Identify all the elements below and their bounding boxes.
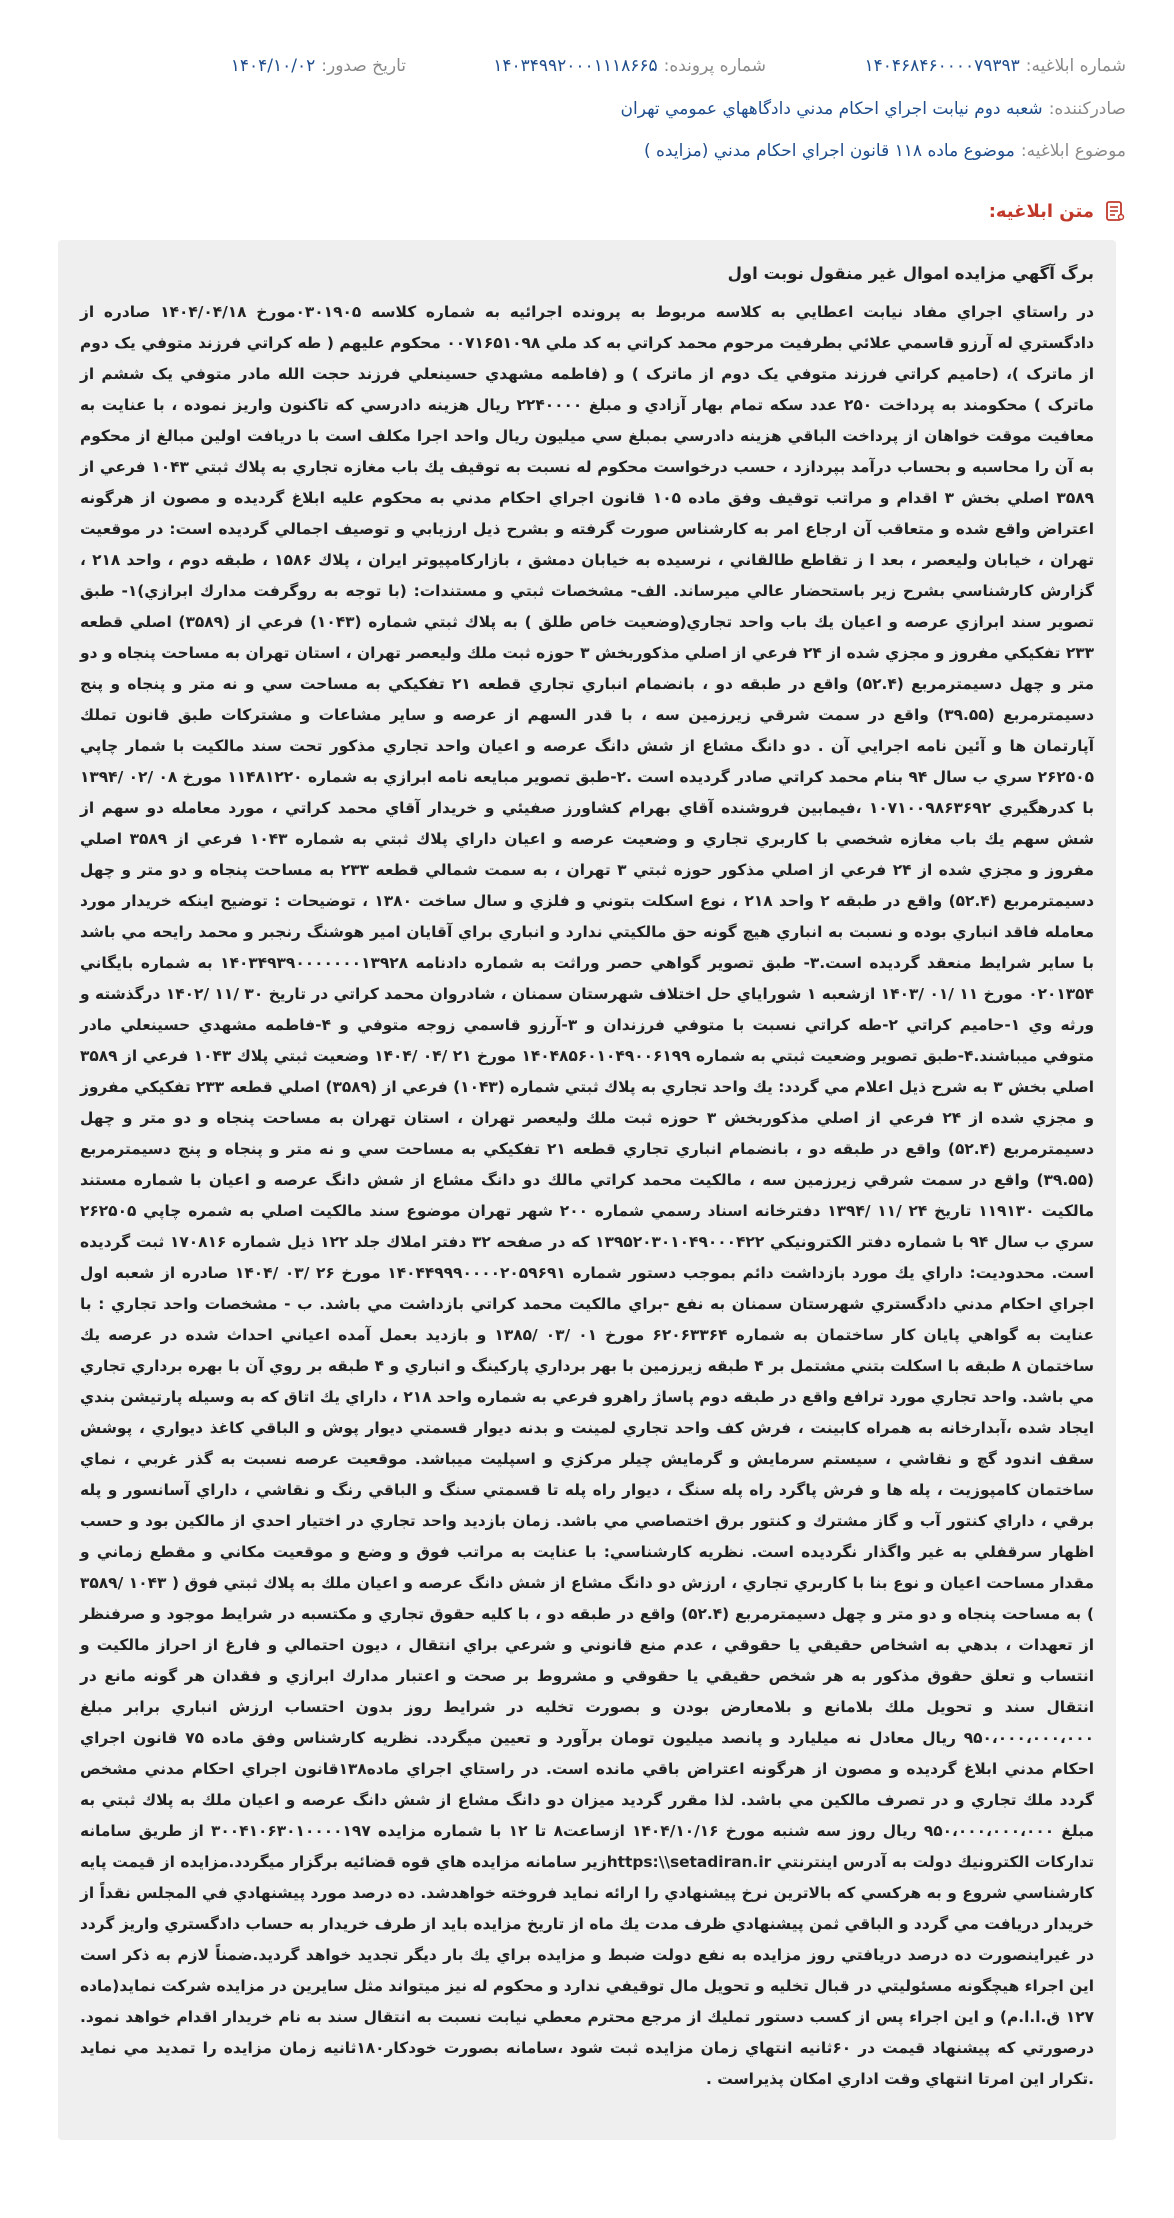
case-number xyxy=(406,56,766,76)
notice-number xyxy=(766,56,1126,76)
notice-body: در راستاي اجراي مفاد نيابت اعطايي به كلاسه مربوط به پرونده اجرائيه به شماره كلاسه ۰۳۰۱۹۰۵مورخ ۱۴۰۴/۰۴/۱۸ صادره از دادگستري له آرزو قاسمي علائي بطرفيت مرحوم محمد كراتي به كد ملي ۰۰۷۱۶۵۱۰۹۸ محكوم عليهم ( طه كراتي فرزند متوفي يک دوم از ماترک )، (حاميم كراتي فرزند متوفي يک دوم از ماترک ) و (فاطمه مشهدي حسينعلي فرزند حجت الله مادر متوفي يک ششم از ماترک ) محكومند به پرداخت ۲۵۰ عدد سكه تمام بهار آزادي و مبلغ ۲۲۴۰۰۰۰ ريال هزينه دادرسي كه تاكنون واريز نموده ، با عنايت به معافيت موقت خواهان از پرداخت الباقي هزينه دادرسي بمبلغ سي ميليون ريال واحد اجرا مكلف است با دريافت اولين مبالغ از محكوم به آن را محاسبه و بحساب درآمد بپردازد ، حسب درخواست محكوم له نسبت به توقيف يك باب مغازه تجاري به پلاك ثبتي ۱۰۴۳ فرعي از ۳۵۸۹ اصلي بخش ۳ اقدام و مراتب توقيف وفق ماده ۱۰۵ قانون اجراي احكام مدني به محكوم عليه ابلاغ گرديده و مصون از هرگونه اعتراض واقع شده و متعاقب آن ارجاع امر به كارشناس صورت گرفته و بشرح ذيل ارزيابي و توصيف اجمالي گرديده است: در موقعيت تهران ، خيابان وليعصر ، بعد ا ز تقاطع طالقاني ، نرسيده به خيابان دمشق ، بازاركامپيوتر ايران ، پلاك ۱۵۸۶ ، طبقه دوم ، واحد ۲۱۸ ، گزارش كارشناسي بشرح زير باستحضار عالي ميرساند. الف- مشخصات ثبتي و مستندات: (با توجه به روگرفت مدارك ابرازي)۱- طبق تصوير سند ابرازي عرصه و اعيان يك باب واحد تجاري(وضعيت خاص طلق ) به پلاك ثبتي شماره (۱۰۴۳) فرعي از (۳۵۸۹) اصلي قطعه ۲۳۳ تفكيكي مفروز و مجزي شده از ۲۴ فرعي از اصلي مذكوربخش ۳ حوزه ثبت ملك وليعصر تهران ، استان تهران به مساحت پنجاه و دو متر و چهل دسيمترمربع (۵۲.۴) واقع در طبقه دو ، بانضمام انباري تجاري قطعه ۲۱ تفكيكي به مساحت سي و نه متر و پنجاه و پنج دسيمترمربع (۳۹.۵۵) واقع در سمت شرقي زيرزمين سه ، با قدر السهم از عرصه و ساير مشاعات و مشتركات طبق قانون تملك آپارتمان ها و آئين نامه اجرايي آن . دو دانگ مشاع از شش دانگ عرصه و اعيان واحد تجاري مذكور تحت سند مالكيت با شمار چاپي ۲۶۲۵۰۵ سري ب سال ۹۴ بنام محمد كراتي صادر گرديده است .۲-طبق تصوير مبايعه نامه ابرازي به شماره ۱۱۴۸۱۲۲۰ مورخ ۰۸ /۰۲ /۱۳۹۴ با كدرهگيري ۱۰۷۱۰۰۹۸۶۳۶۹۲ ،فيمابين فروشنده آقاي بهرام كشاورز صفيئي و خريدار آقاي محمد كراتي ، مورد معامله دو سهم از شش سهم يك باب مغازه شخصي با كاربري تجاري و وضعيت عرصه و اعيان داراي پلاك ثبتي به شماره ۱۰۴۳ فرعي از ۳۵۸۹ اصلي مفروز و مجزي شده از ۲۴ فرعي از اصلي مذكور حوزه ثبتي ۳ تهران ، به سمت شمالي قطعه ۲۳۳ به مساحت پنجاه و دو متر و چهل دسيمترمربع (۵۲.۴) واقع در طبقه ۲ واحد ۲۱۸ ، نوع اسكلت بتوني و فلزي و سال ساخت ۱۳۸۰ ، توضيحات : توضيح اينكه خريدار مورد معامله فاقد انباري بوده و نسبت به انباري هيچ گونه حق مالكيتي ندارد و انباري براي آقايان امير هوشنگ رنجبر و محمد رايحه مي باشد با ساير شرايط منعقد گرديده است.۳- طبق تصوير گواهي حصر وراثت به شماره دادنامه ۱۴۰۳۴۹۳۹۰۰۰۰۰۰۰۱۳۹۲۸ به شماره بايگاني ۰۲۰۱۳۵۴ مورخ ۱۱ /۰۱ /۱۴۰۳ ازشعبه ۱ شوراياي حل اختلاف شهرستان سمنان ، شادروان محمد كراتي در تاريخ ۳۰ /۱۱ /۱۴۰۲ درگذشته و ورثه وي ۱-حاميم كراتي ۲-طه كراتي نسبت با متوفي فرزندان و ۳-آرزو قاسمي زوجه متوفي و ۴-فاطمه مشهدي حسينعلي مادر متوفي ميباشند.۴-طبق تصوير وضعيت ثبتي به شماره ۱۴۰۴۸۵۶۰۱۰۴۹۰۰۶۱۹۹ مورخ ۲۱ /۰۴ /۱۴۰۴ وضعيت ثبتي پلاك ۱۰۴۳ فرعي از ۳۵۸۹ اصلي بخش ۳ به شرح ذيل اعلام مي گردد: يك واحد تجاري به پلاك ثبتي شماره (۱۰۴۳) فرعي از (۳۵۸۹) اصلي قطعه ۲۳۳ تفكيكي مفروز و مجزي شده از ۲۴ فرعي از اصلي مذكوربخش ۳ حوزه ثبت ملك وليعصر تهران ، استان تهران به مساحت پنجاه و دو متر و چهل دسيمترمربع (۵۲.۴) واقع در طبقه دو ، بانضمام انباري تجاري قطعه ۲۱ تفكيكي به مساحت سي و نه متر و پنجاه و پنج دسيمترمربع (۳۹.۵۵) واقع در سمت شرقي زيرزمين سه ، مالكيت محمد كراتي مالك دو دانگ مشاع از شش دانگ عرصه و اعيان با شماره مستند مالكيت ۱۱۹۱۳۰ تاريخ ۲۴ /۱۱ /۱۳۹۴ دفترخانه اسناد رسمي شماره ۲۰۰ شهر تهران موضوع سند مالكيت اصلي به شمره چاپي ۲۶۲۵۰۵ سري ب سال ۹۴ با شماره دفتر الكترونيكي ۱۳۹۵۲۰۳۰۱۰۴۹۰۰۰۴۲۲ كه در صفحه ۳۲ دفتر املاك جلد ۱۲۲ ذيل شماره ۱۷۰۸۱۶ ثبت گرديده است. محدوديت: داراي يك مورد بازداشت دائم بموجب دستور شماره ۱۴۰۴۴۹۹۹۰۰۰۰۲۰۵۹۶۹۱ مورخ ۲۶ /۰۳ /۱۴۰۴ صادره از شعبه اول اجراي احكام مدني دادگستري شهرستان سمنان به نفع -براي مالكيت محمد كراتي بازداشت مي باشد. ب - مشخصات واحد تجاري : با عنايت به گواهي پايان كار ساختمان به شماره ۶۲۰۶۳۳۶۴ مورخ ۰۱ /۰۳ /۱۳۸۵ و بازديد بعمل آمده اعياني احداث شده در عرصه يك ساختمان ۸ طبقه با اسكلت بتني مشتمل بر ۴ طبقه زيرزمين با بهر برداري پاركينگ و انباري و ۴ طبقه بر روي آن با بهره برداري تجاري مي باشد. واحد تجاري مورد ترافع واقع در طبقه دوم پاساژ راهرو فرعي به شماره واحد ۲۱۸ ، داراي يك اتاق كه به وسيله پارتيشن بندي ايجاد شده ،آبدارخانه به همراه كابينت ، فرش كف واحد تجاري لمينت و بدنه ديوار قسمتي ديوار پوش و الباقي كاغذ ديواري ، پوشش سقف اندود گچ و نقاشي ، سيستم سرمايش و گرمايش چيلر مركزي و اسپليت ميباشد. موقعيت عرصه نسبت به گذر غربي ، نماي ساختمان كامپوزيت ، پله ها و فرش پاگرد راه پله سنگ ، ديوار راه پله تا قسمتي سنگ و الباقي رنگ و نقاشي ، داراي آسانسور و پله برقي ، داراي كنتور آب و گاز مشترك و كنتور برق اختصاصي مي باشد. زمان بازديد واحد تجاري در اختيار احدي از مالكين بود و حسب اظهار سرقفلي به غير واگذار نگرديده است. نظريه كارشناسي: با عنايت به مراتب فوق و وضع و موقعيت مكاني و مقطع زماني و مقدار مساحت اعيان و نوع بنا با كاربري تجاري ، ارزش دو دانگ مشاع از شش دانگ عرصه و اعيان ملك به پلاك ثبتي فوق ( ۱۰۴۳ /۳۵۸۹ ) به مساحت پنجاه و دو متر و چهل دسيمترمربع (۵۲.۴) واقع در طبقه دو ، با كليه حقوق تجاري و مكتسبه در شرايط موجود و صرفنظر از تعهدات ، بدهي به اشخاص حقيقي يا حقوقي ، عدم منع قانوني و شرعي براي انتقال ، ديون احتمالي و فارغ از احراز مالكيت و انتساب و تعلق حقوق مذكور به هر شخص حقيقي يا حقوقي و مشروط بر صحت و اعتبار مدارك ابرازي و فقدان هر گونه مانع در انتقال سند و تحويل ملك بلامانع و بلامعارض بودن و بصورت تخليه در شرايط روز بدون احتساب ارزش انباري برابر مبلغ ۹۵۰،۰۰۰،۰۰۰،۰۰۰ ريال معادل نه ميليارد و پانصد ميليون تومان برآورد و تعيين ميگردد. نظريه كارشناس وفق ماده ۷۵ قانون اجراي احكام مدني ابلاغ گرديده و مصون از هرگونه اعتراض باقي مانده است. در راستاي اجراي ماده۱۳۸قانون اجراي احكام مدني مشخص گردد ملك تجاري و در تصرف مالكين مي باشد. لذا مقرر گرديد ميزان دو دانگ مشاع از شش دانگ عرصه و اعيان ملك به پلاك ثبتي به مبلغ ۹۵۰،۰۰۰،۰۰۰،۰۰۰ ريال روز سه شنبه مورخ ۱۴۰۴/۱۰/۱۶ ازساعت۸ تا ۱۲ با شماره مزايده ۳۰۰۴۱۰۶۳۰۱۰۰۰۰۱۹۷ از طريق سامانه تداركات الكترونيك دولت به آدرس اينترنتي https:\\setadiran.irزير سامانه مزايده هاي قوه قضائيه برگزار ميگردد.مزايده از قيمت پايه كارشناسي شروع و به هركسي كه بالاترين نرخ پيشنهادي را ارائه نمايد فروخته خواهدشد. ده درصد مورد پيشنهادي في المجلس نقداً از خريدار دريافت مي گردد و الباقي ثمن پيشنهادي ظرف مدت يك ماه از تاريخ مزايده بايد از طرف خريدار به حساب دادگستري واريز گردد در غيراينصورت ده درصد دريافتي روز مزايده به نفع دولت ضبط و مزايده براي يك بار ديگر تجديد خواهد گرديد.ضمناً لازم به ذكر است اين اجراء هيچگونه مسئوليتي در قبال تخليه و تحويل مال توقيفي ندارد و محكوم له نيز ميتواند مثل سايرين در مزايده شركت نمايد(ماده ۱۲۷ ق.ا.ا.م) و اين اجراء پس از كسب دستور تمليك از مرجع محترم معطي نيابت نسبت به انتقال سند به نام خريدار اقدام خواهد نمود. درصورتي كه پيشنهاد قيمت در ۶۰ثانيه انتهاي زمان مزايده ثبت شود ،سامانه بصورت خودكار۱۸۰ثانيه زمان مزايده را تمديد مي نمايد .تكرار اين امرتا انتهاي وقت اداري امكان پذيراست . xyxy=(80,303,1095,2088)
subject-label: موضوع ابلاغيه: xyxy=(1020,141,1126,161)
issuer-value: شعبه دوم نيابت اجراي احكام مدني دادگاههاي عمومي تهران xyxy=(620,99,1043,119)
notice-title: برگ آگهي مزايده اموال غير منقول نوبت اول xyxy=(727,264,1094,283)
issue-date-label: تاريخ صدور: xyxy=(321,56,406,76)
case-number-value: ۱۴۰۳۴۹۹۲۰۰۰۱۱۱۸۶۶۵ xyxy=(493,56,658,76)
notice-number-label: شماره ابلاغيه: xyxy=(1025,56,1126,76)
notice-text-panel xyxy=(58,240,1116,2140)
subject-row xyxy=(48,137,1126,165)
notice-meta-row xyxy=(48,52,1126,80)
document-icon xyxy=(1102,199,1126,223)
issue-date xyxy=(48,56,406,76)
notice-text-label: متن ابلاغيه: xyxy=(988,200,1094,222)
notice-number-value: ۱۴۰۴۶۸۴۶۰۰۰۰۷۹۳۹۳ xyxy=(864,56,1020,76)
case-number-label: شماره پرونده: xyxy=(663,56,766,76)
issuer-row xyxy=(48,95,1126,123)
notice-text-heading xyxy=(989,196,1126,226)
subject-value: موضوع ماده ۱۱۸ قانون اجراي احكام مدني (مزايده ) xyxy=(643,141,1015,161)
issuer-label: صادركننده: xyxy=(1048,99,1126,119)
issue-date-value: ۱۴۰۴/۱۰/۰۲ xyxy=(230,56,316,76)
